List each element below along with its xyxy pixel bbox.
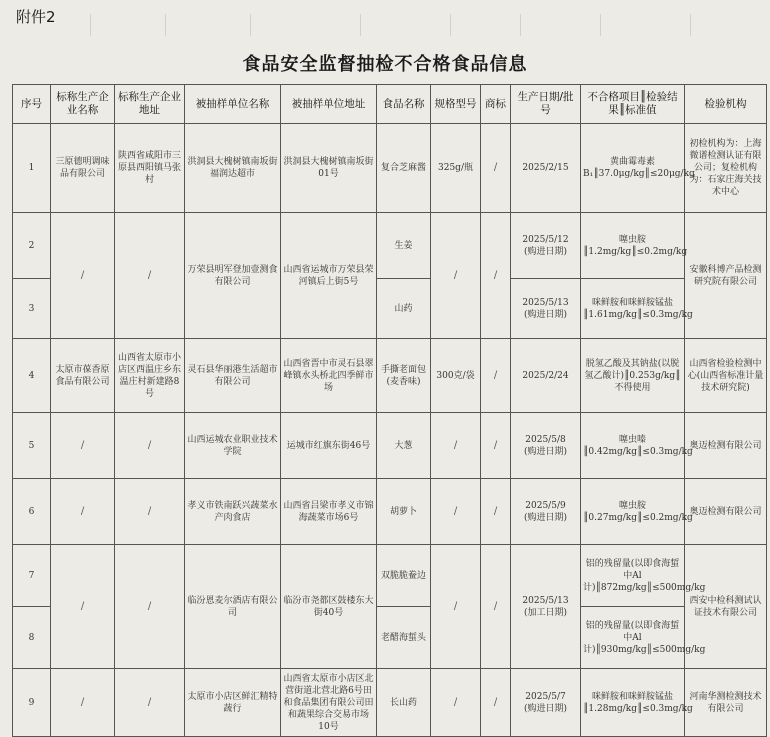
food-name: 手撕老面包(麦香味) [377,339,431,413]
producer-name: / [51,413,115,479]
spec: 325g/瓶 [431,124,481,213]
testing-agency: 西安中检科测试认证技术有限公司 [685,545,767,669]
producer-address: / [115,413,185,479]
failed-item: 黄曲霉毒素B₁║37.0μg/kg║≤20μg/kg [581,124,685,213]
header-date: 生产日期/批号 [511,85,581,124]
nonconforming-food-table [12,84,767,737]
failed-item: 脱氢乙酸及其钠盐(以脱氢乙酸计)║0.253g/kg║不得使用 [581,339,685,413]
food-name: 大葱 [377,413,431,479]
row-seq: 3 [13,279,51,339]
header-agency: 检验机构 [685,85,767,124]
production-date: 2025/5/13 (加工日期) [511,545,581,669]
header-producer-name: 标称生产企业名称 [51,85,115,124]
food-name: 复合芝麻酱 [377,124,431,213]
header-sampled-unit: 被抽样单位名称 [185,85,281,124]
testing-agency: 奥迈检测有限公司 [685,413,767,479]
producer-address: 山西省太原市小店区西温庄乡东温庄村新建路8号 [115,339,185,413]
production-date: 2025/2/15 [511,124,581,213]
failed-item: 咪鲜胺和咪鲜胺锰盐║1.61mg/kg║≤0.3mg/kg [581,279,685,339]
spec: 300克/袋 [431,339,481,413]
sampled-unit: 山西运城农业职业技术学院 [185,413,281,479]
sampled-unit: 临汾恩麦尔酒店有限公司 [185,545,281,669]
producer-address: 陕西省咸阳市三原县西阳镇马张村 [115,124,185,213]
header-producer-address: 标称生产企业地址 [115,85,185,124]
row-seq: 1 [13,124,51,213]
sampled-address: 运城市红旗东街46号 [281,413,377,479]
production-date: 2025/5/12 (购进日期) [511,213,581,279]
failed-item: 噻虫嗪║0.42mg/kg║≤0.3mg/kg [581,413,685,479]
producer-name: 三原德明调味品有限公司 [51,124,115,213]
spec: / [431,545,481,669]
table-row [13,669,767,737]
table-row [13,124,767,213]
spec: / [431,213,481,339]
row-seq: 2 [13,213,51,279]
sampled-address: 洪洞县大槐树镇南坂街01号 [281,124,377,213]
brand: / [481,124,511,213]
brand: / [481,339,511,413]
producer-name: / [51,669,115,737]
sampled-unit: 灵石县华丽港生活超市有限公司 [185,339,281,413]
bleed-through-table-edge [60,0,770,36]
table-header-row [13,85,767,124]
sampled-unit: 太原市小店区鲜汇精特蔬行 [185,669,281,737]
sampled-address: 山西省晋中市灵石县翠峰镇水头桥北四季鲜市场 [281,339,377,413]
spec: / [431,413,481,479]
failed-item: 铝的残留量(以即食海蜇中Al计)║930mg/kg║≤500mg/kg [581,607,685,669]
failed-item: 铝的残留量(以即食海蜇中Al计)║872mg/kg║≤500mg/kg [581,545,685,607]
testing-agency: 初检机构为：上海微谱检测认证有限公司；复检机构为：石家庄海关技术中心 [685,124,767,213]
testing-agency: 河南华测检测技术有限公司 [685,669,767,737]
sampled-unit: 洪洞县大槐树镇南坂街福润达超市 [185,124,281,213]
sampled-unit: 万荣县明军登加壹测食有限公司 [185,213,281,339]
failed-item: 噻虫胺║1.2mg/kg║≤0.2mg/kg [581,213,685,279]
producer-address: / [115,479,185,545]
brand: / [481,669,511,737]
producer-address: / [115,213,185,339]
brand: / [481,413,511,479]
food-name: 胡萝卜 [377,479,431,545]
production-date: 2025/5/7 (购进日期) [511,669,581,737]
attachment-label: 附件2 [16,8,56,26]
page-title: 食品安全监督抽检不合格食品信息 [242,54,528,75]
table-row [13,339,767,413]
testing-agency: 奥迈检测有限公司 [685,479,767,545]
failed-item: 噻虫胺║0.27mg/kg║≤0.2mg/kg [581,479,685,545]
testing-agency: 安徽科博产品检测研究院有限公司 [685,213,767,339]
table-row [13,413,767,479]
spec: / [431,479,481,545]
table-row [13,213,767,279]
row-seq: 4 [13,339,51,413]
production-date: 2025/5/8 (购进日期) [511,413,581,479]
food-name: 长山药 [377,669,431,737]
brand: / [481,479,511,545]
row-seq: 8 [13,607,51,669]
production-date: 2025/5/13 (购进日期) [511,279,581,339]
brand: / [481,213,511,339]
header-failed-item: 不合格项目║检验结果║标准值 [581,85,685,124]
row-seq: 9 [13,669,51,737]
row-seq: 5 [13,413,51,479]
sampled-address: 临汾市尧都区鼓楼东大街40号 [281,545,377,669]
failed-item: 咪鲜胺和咪鲜胺锰盐║1.28mg/kg║≤0.3mg/kg [581,669,685,737]
sampled-unit: 孝义市铁南跃兴蔬菜水产肉食店 [185,479,281,545]
producer-name: / [51,479,115,545]
food-name: 山药 [377,279,431,339]
production-date: 2025/5/9 (购进日期) [511,479,581,545]
sampled-address: 山西省吕梁市孝义市锦海蔬菜市场6号 [281,479,377,545]
header-food-name: 食品名称 [377,85,431,124]
brand: / [481,545,511,669]
testing-agency: 山西省检验检测中心(山西省标准计量技术研究院) [685,339,767,413]
food-name: 双脆脆鲞边 [377,545,431,607]
sampled-address: 山西省太原市小店区北营街道北营北路6号田和食品集团有限公司田和蔬果综合交易市场10号 [281,669,377,737]
table-row [13,545,767,607]
row-seq: 7 [13,545,51,607]
sampled-address: 山西省运城市万荣县荣河镇后上街5号 [281,213,377,339]
producer-name: / [51,545,115,669]
producer-address: / [115,669,185,737]
food-name: 生姜 [377,213,431,279]
table-row [13,479,767,545]
header-brand: 商标 [481,85,511,124]
producer-address: / [115,545,185,669]
producer-name: 太原市葆香原食品有限公司 [51,339,115,413]
header-seq: 序号 [13,85,51,124]
row-seq: 6 [13,479,51,545]
producer-name: / [51,213,115,339]
header-sampled-address: 被抽样单位地址 [281,85,377,124]
header-spec: 规格型号 [431,85,481,124]
spec: / [431,669,481,737]
production-date: 2025/2/24 [511,339,581,413]
food-name: 老醋海蜇头 [377,607,431,669]
